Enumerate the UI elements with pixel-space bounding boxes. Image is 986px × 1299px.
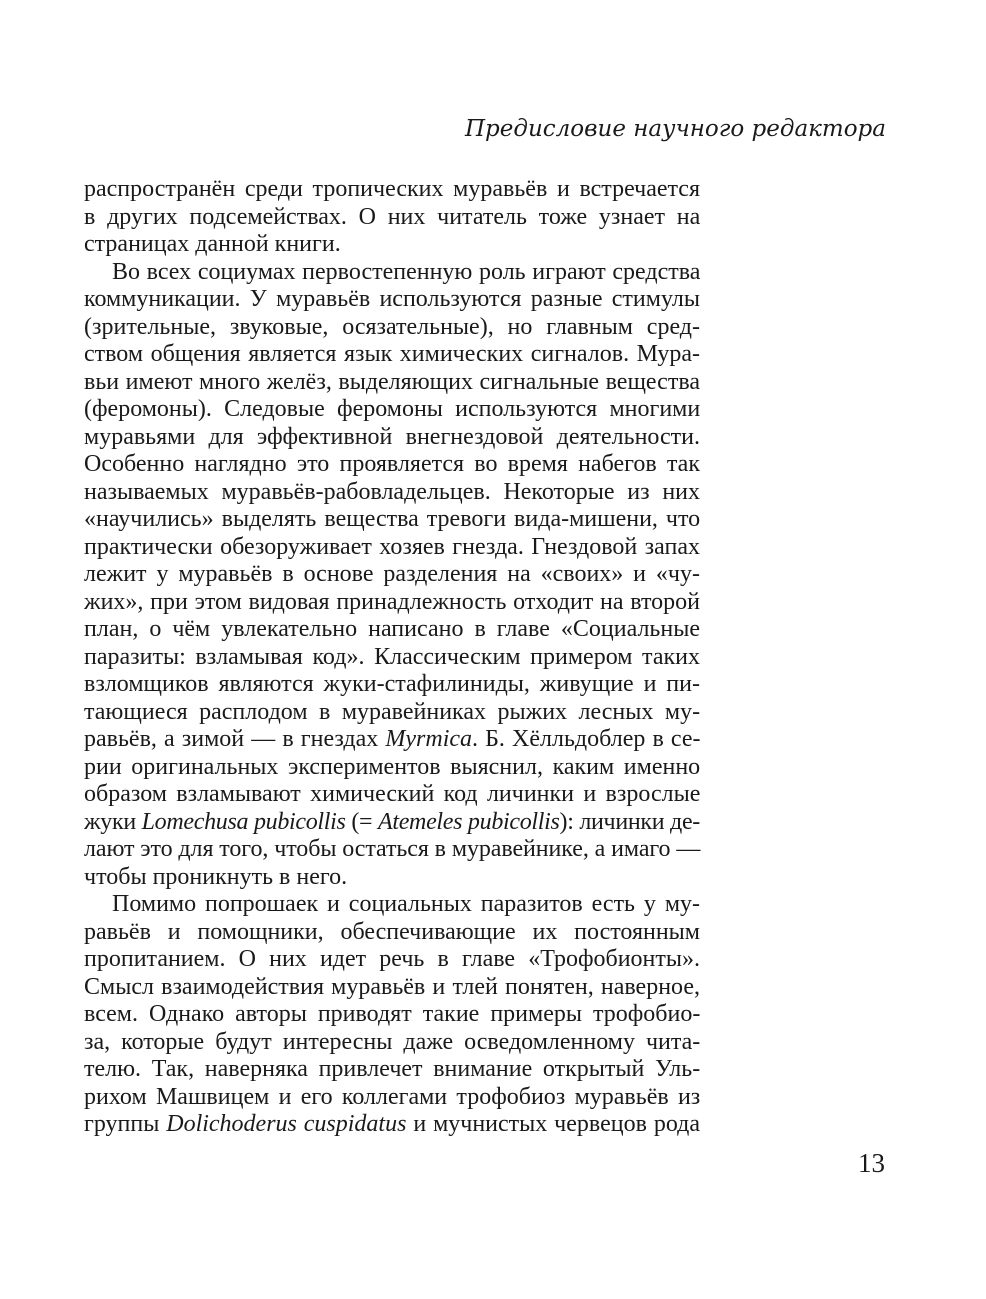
text-line	[84, 589, 700, 617]
text-run: жуки	[84, 808, 142, 835]
text-run: «научились» выделять вещества тревоги вида-мишени, что	[84, 506, 701, 532]
text-line	[84, 561, 700, 589]
text-line	[84, 286, 700, 314]
text-line	[84, 891, 700, 919]
text-run: пропитанием. О них идет речь в главе «Трофобионты».	[84, 946, 701, 972]
text-run: взломщиков являются жуки-стафилиниды, живущие и пи-	[84, 671, 700, 697]
text-run: ством общения является язык химических сигналов. Мура-	[84, 341, 700, 367]
running-title: Предисловие научного редактора	[464, 116, 886, 142]
text-run: план, о чём увлекательно написано в главе «Социальные	[84, 616, 700, 642]
text-run: ): личинки де-	[559, 808, 700, 835]
text-run: (феромоны). Следовые феромоны используются многими	[84, 396, 701, 422]
text-run: Во всех социумах первостепенную роль играют средства	[112, 258, 701, 285]
text-line	[84, 1001, 700, 1029]
text-run: жих», при этом видовая принадлежность отходит на второй	[84, 588, 700, 615]
text-line	[84, 424, 700, 452]
text-run: (=	[345, 808, 378, 835]
text-line	[84, 259, 700, 287]
text-run: в других подсемействах. О них читатель тоже узнает на	[84, 203, 701, 230]
text-line	[84, 396, 700, 424]
text-line	[84, 726, 700, 754]
body-text	[84, 176, 700, 1139]
text-run: всем. Однако авторы приводят такие примеры трофобио-	[84, 1001, 701, 1027]
italic-term: Atemeles pubicollis	[378, 808, 560, 835]
text-line	[84, 176, 700, 204]
text-run: страницах данной книги.	[84, 231, 341, 257]
text-run: вьи имеют много желёз, выделяющих сигнальные вещества	[84, 368, 700, 395]
italic-term: Dolichoderus cuspidatus	[166, 1111, 407, 1137]
paragraph	[84, 891, 700, 1139]
text-run: телю. Так, наверняка привлечет внимание открытый Уль-	[84, 1056, 701, 1082]
text-run: лают это для того, чтобы остаться в муравейнике, а имаго —	[84, 836, 701, 862]
text-run: рихом Машвицем и его коллегами трофобиоз муравьёв из	[84, 1083, 701, 1110]
text-run: практически обезоруживает хозяев гнезда. Гнездовой запах	[84, 533, 700, 560]
text-run: и мучнистых червецов рода	[406, 1111, 700, 1137]
text-line	[84, 974, 700, 1002]
text-run: тающиеся расплодом в муравейниках рыжих лесных му-	[84, 698, 701, 725]
text-line	[84, 919, 700, 947]
text-line	[84, 534, 700, 562]
text-run: называемых муравьёв-рабовладельцев. Некоторые из них	[84, 478, 701, 505]
text-run: Смысл взаимодействия муравьёв и тлей понятен, наверное,	[84, 973, 700, 1000]
text-run: рии оригинальных экспериментов выяснил, каким именно	[84, 753, 701, 780]
text-run: муравьями для эффективной внегнездовой деятельности.	[84, 423, 701, 450]
text-run: лежит у муравьёв в основе разделения на «своих» и «чу-	[84, 561, 700, 587]
text-line	[84, 864, 700, 892]
text-run: (зрительные, звуковые, осязательные), но главным сред-	[84, 313, 700, 340]
text-line	[84, 781, 700, 809]
text-run: паразиты: взламывая код». Классическим примером таких	[84, 643, 700, 670]
text-line	[84, 616, 700, 644]
text-line	[84, 314, 700, 342]
text-run: равьёв и помощники, обеспечивающие их постоянным	[84, 918, 700, 945]
text-line	[84, 809, 700, 837]
text-run: образом взламывают химический код личинки и взрослые	[84, 781, 701, 807]
text-line	[84, 369, 700, 397]
text-line	[84, 341, 700, 369]
text-line	[84, 1084, 700, 1112]
text-line	[84, 699, 700, 727]
text-run: коммуникации. У муравьёв используются разные стимулы	[84, 286, 700, 312]
text-line	[84, 204, 700, 232]
paragraph	[84, 176, 700, 259]
text-run: равьёв, а зимой — в гнездах	[84, 726, 386, 752]
page-number: 13	[858, 1148, 885, 1178]
text-run: Особенно наглядно это проявляется во время набегов так	[84, 451, 700, 477]
text-run: . Б. Хёлльдоблер в се-	[472, 726, 701, 752]
text-run: распространён среди тропических муравьёв и встречается	[84, 176, 700, 202]
italic-term: Myrmica	[385, 726, 473, 752]
text-line	[84, 946, 700, 974]
text-run: чтобы проникнуть в него.	[84, 863, 348, 890]
text-line	[84, 479, 700, 507]
italic-term: Lomechusa pubicollis	[141, 808, 346, 835]
text-line	[84, 1029, 700, 1057]
text-line	[84, 836, 700, 864]
text-line	[84, 644, 700, 672]
text-line	[84, 671, 700, 699]
text-line	[84, 754, 700, 782]
text-line	[84, 1111, 700, 1139]
text-line	[84, 451, 700, 479]
text-line	[84, 231, 700, 259]
text-run: группы	[84, 1111, 167, 1137]
text-run: Помимо попрошаек и социальных паразитов есть у му-	[112, 891, 700, 917]
text-run: за, которые будут интересны даже осведомленному чита-	[84, 1028, 701, 1055]
text-line	[84, 506, 700, 534]
paragraph	[84, 259, 700, 892]
text-line	[84, 1056, 700, 1084]
